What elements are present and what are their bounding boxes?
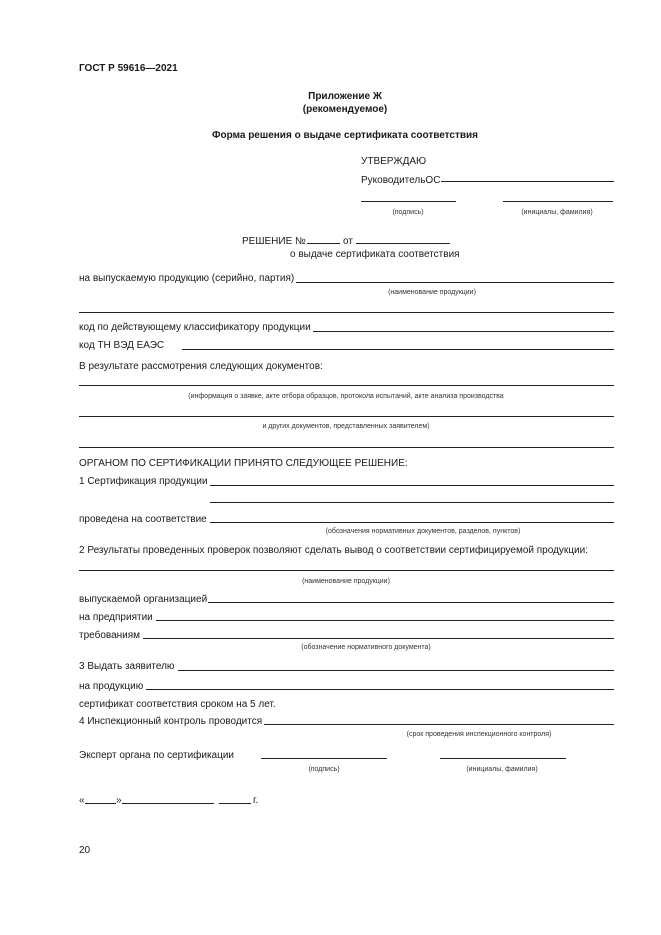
date-year-suffix: г. (253, 795, 259, 806)
item2-label: 2 Результаты проведенных проверок позволяют сделать вывод о соответствии сертифицируемой продукции: (79, 545, 588, 556)
documents-caption-2: и других документов, представленных заявителем) (262, 423, 430, 430)
head-initials-caption: (инициалы, фамилия) (521, 209, 593, 216)
item2-req-label: требованиям (79, 630, 141, 641)
expert-signature-caption: (подпись) (308, 766, 340, 773)
decision-number-line[interactable] (307, 243, 340, 244)
date-open-quote: « (79, 795, 85, 806)
expert-label: Эксперт органа по сертификации (79, 750, 235, 761)
item2-req-caption: (обозначение нормативного документа) (301, 644, 431, 651)
decision-date-prefix: от (343, 236, 353, 247)
item1-conformity-label: проведена на соответствие (79, 514, 207, 525)
item4-label: 4 Инспекционный контроль проводится (79, 716, 263, 727)
date-month-line[interactable] (122, 803, 214, 804)
item1-label: 1 Сертификация продукции (79, 476, 208, 487)
date-year-line[interactable] (219, 803, 251, 804)
expert-initials-line[interactable] (440, 758, 566, 759)
tnved-line[interactable] (182, 349, 614, 350)
documents-caption-1: (информация о заявке, акте отбора образцов, протокола испытаний, акте анализа производства (188, 393, 504, 400)
head-initials-line[interactable] (503, 201, 613, 202)
item3-term: сертификат соответствия сроком на 5 лет. (79, 699, 276, 710)
decision-date-line[interactable] (356, 243, 450, 244)
item1-caption: (обозначения нормативных документов, разделов, пунктов) (325, 528, 521, 535)
item4-line[interactable] (264, 724, 614, 725)
classifier-line[interactable] (313, 331, 614, 332)
date-day-line[interactable] (85, 803, 116, 804)
head-signature-line[interactable] (361, 201, 456, 202)
item3-label: 3 Выдать заявителю (79, 661, 175, 672)
product-line[interactable] (296, 282, 614, 283)
item4-caption: (срок проведения инспекционного контроля) (406, 731, 552, 738)
head-name-line[interactable] (441, 181, 614, 182)
head-label: РуководительОС (361, 175, 441, 186)
decision-subtitle: о выдаче сертификата соответствия (290, 249, 460, 260)
form-title: Форма решения о выдаче сертификата соответствия (211, 130, 479, 141)
approve-label: УТВЕРЖДАЮ (361, 156, 427, 167)
expert-signature-line[interactable] (261, 758, 387, 759)
item2-product-line[interactable] (79, 570, 614, 571)
item2-caption: (наименование продукции) (302, 578, 390, 585)
item3-product-label: на продукцию (79, 681, 144, 692)
documents-line-2[interactable] (79, 416, 614, 417)
documents-line-1[interactable] (79, 385, 614, 386)
item2-req-line[interactable] (143, 638, 614, 639)
item2-plant-line[interactable] (156, 620, 614, 621)
page-number: 20 (79, 845, 91, 856)
item2-org-line[interactable] (208, 602, 614, 603)
documents-line-3[interactable] (79, 447, 614, 448)
product-line-2[interactable] (79, 312, 614, 313)
tnved-label: код ТН ВЭД ЕАЭС (79, 340, 165, 351)
documents-label: В результате рассмотрения следующих документов: (79, 361, 323, 372)
classifier-label: код по действующему классификатору продукции (79, 322, 311, 333)
standard-designation: ГОСТ Р 59616—2021 (79, 63, 178, 74)
head-signature-caption: (подпись) (392, 209, 424, 216)
resolution-heading: ОРГАНОМ ПО СЕРТИФИКАЦИИ ПРИНЯТО СЛЕДУЮЩЕЕ РЕШЕНИЕ: (79, 458, 408, 469)
product-label: на выпускаемую продукцию (серийно, партия) (79, 273, 295, 284)
item3-applicant-line[interactable] (178, 670, 614, 671)
item3-product-line[interactable] (146, 689, 614, 690)
date-close-quote: » (116, 795, 122, 806)
decision-title: РЕШЕНИЕ № (242, 236, 306, 247)
item2-plant-label: на предприятии (79, 612, 153, 623)
item1-line-1[interactable] (210, 485, 614, 486)
item1-conformity-line[interactable] (210, 522, 614, 523)
expert-initials-caption: (инициалы, фамилия) (466, 766, 538, 773)
item2-org-label: выпускаемой организацией (79, 594, 208, 605)
item1-line-2[interactable] (210, 502, 614, 503)
product-caption: (наименование продукции) (388, 289, 476, 296)
annex-status: (рекомендуемое) (302, 104, 388, 115)
annex-title: Приложение Ж (308, 91, 382, 102)
